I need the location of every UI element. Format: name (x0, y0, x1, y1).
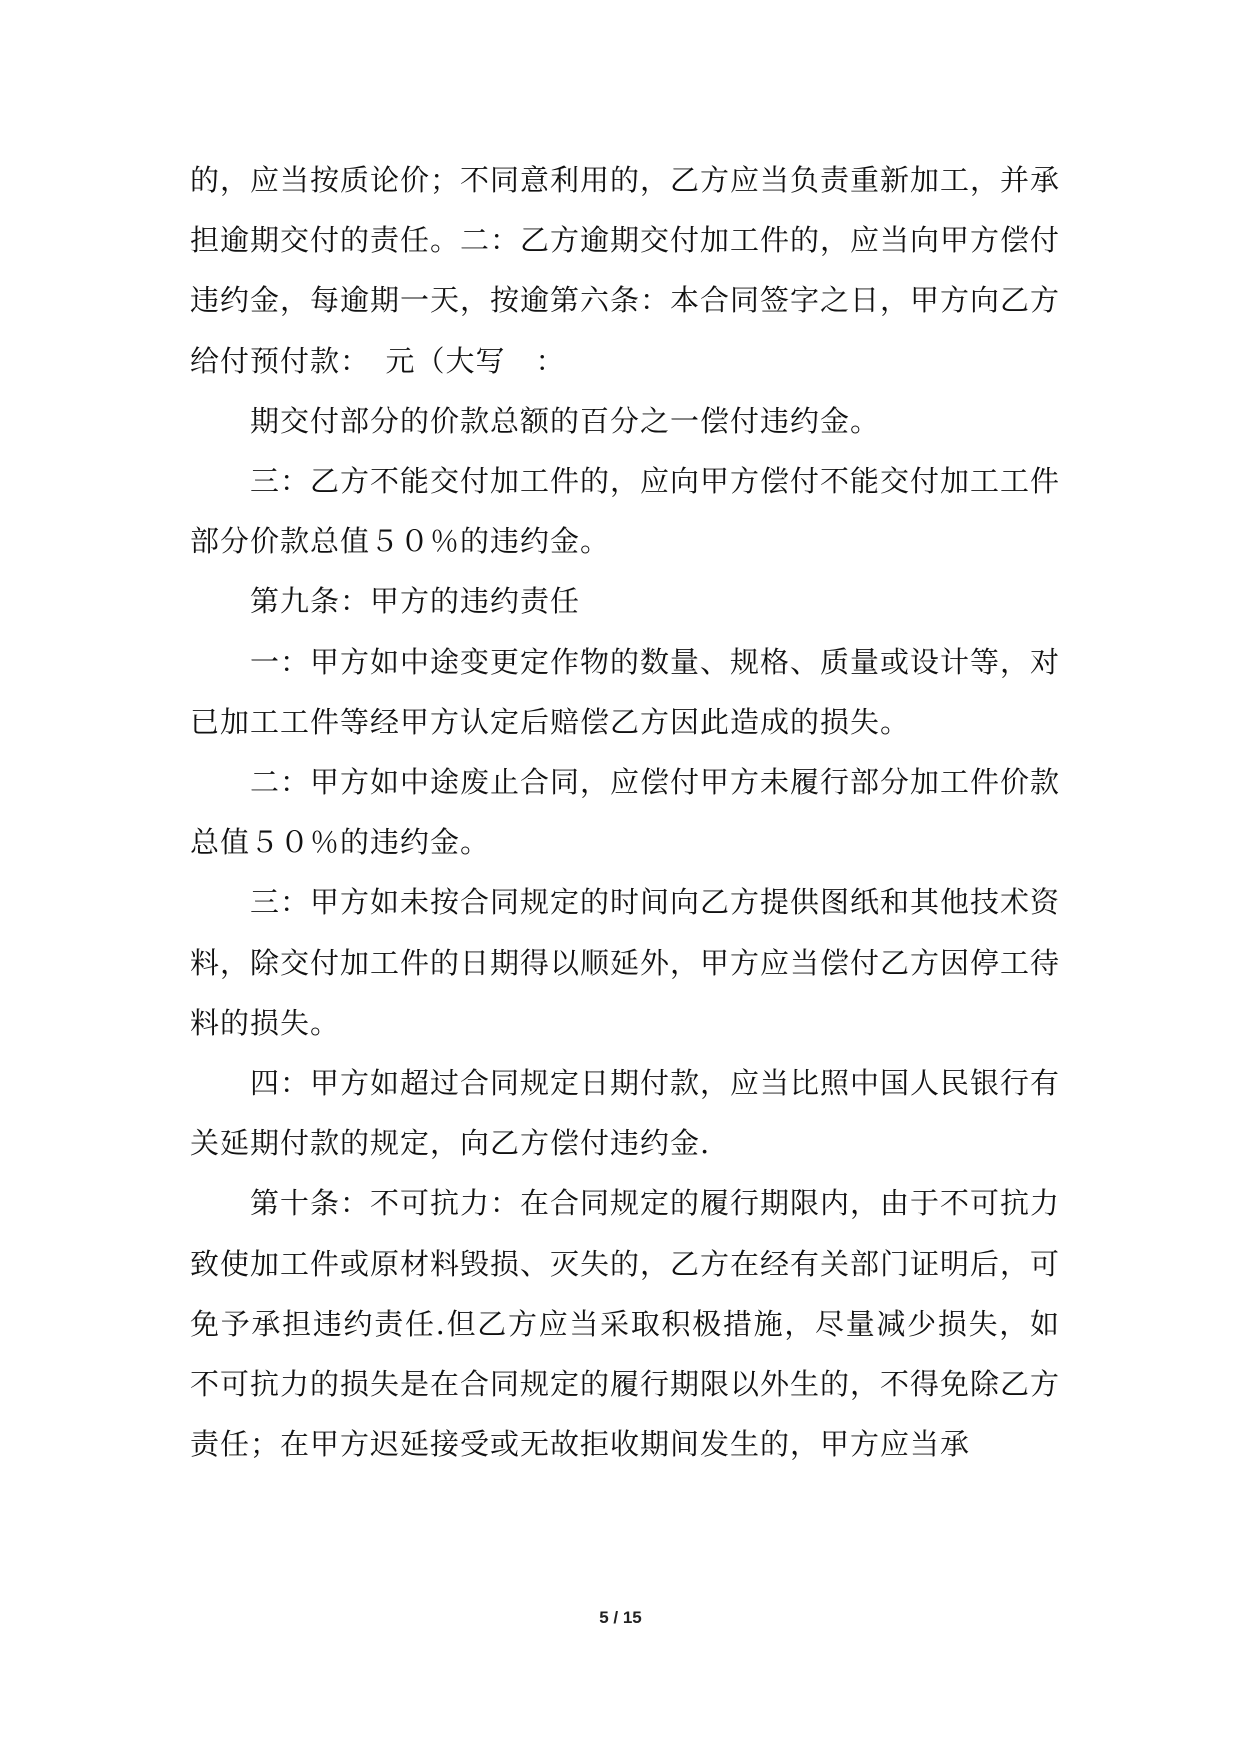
paragraph-6: 二：甲方如中途废止合同，应偿付甲方未履行部分加工件价款总值５０％的违约金。 (190, 765, 1061, 860)
paragraph-9: 第十条：不可抗力：在合同规定的履行期限内，由于不可抗力致使加工件或原材料毁损、灭失的，乙方在经有关部门证明后，可免予承担违约责任.但乙方应当采取积极措施，尽量减少损失，如不可抗力的损失是在合同规定的履行期限以外生的，不得免除乙方责任；在甲方迟延接受或无故拒收期间发生的，甲方应当承 (190, 1186, 1061, 1462)
paragraph-1: 的，应当按质论价；不同意利用的，乙方应当负责重新加工，并承担逾期交付的责任。二：乙方逾期交付加工件的，应当向甲方偿付违约金，每逾期一天，按逾第六条：本合同签字之日，甲方向乙方给付预付款： 元（大写 ： (190, 163, 1061, 378)
paragraph-2: 期交付部分的价款总额的百分之一偿付违约金。 (250, 403, 881, 438)
page-number: 5 / 15 (599, 1608, 642, 1627)
paragraph-8: 四：甲方如超过合同规定日期付款，应当比照中国人民银行有关延期付款的规定，向乙方偿付违约金. (190, 1066, 1061, 1161)
paragraph-5: 一：甲方如中途变更定作物的数量、规格、质量或设计等，对已加工工件等经甲方认定后赔偿乙方因此造成的损失。 (190, 644, 1061, 739)
paragraph-4-heading: 第九条：甲方的违约责任 (250, 584, 581, 619)
document-body (190, 150, 1060, 1474)
paragraph-7: 三：甲方如未按合同规定的时间向乙方提供图纸和其他技术资料，除交付加工件的日期得以顺延外，甲方应当偿付乙方因停工待料的损失。 (190, 885, 1061, 1040)
paragraph-3: 三：乙方不能交付加工件的，应向甲方偿付不能交付加工工件部分价款总值５０％的违约金。 (190, 464, 1061, 559)
